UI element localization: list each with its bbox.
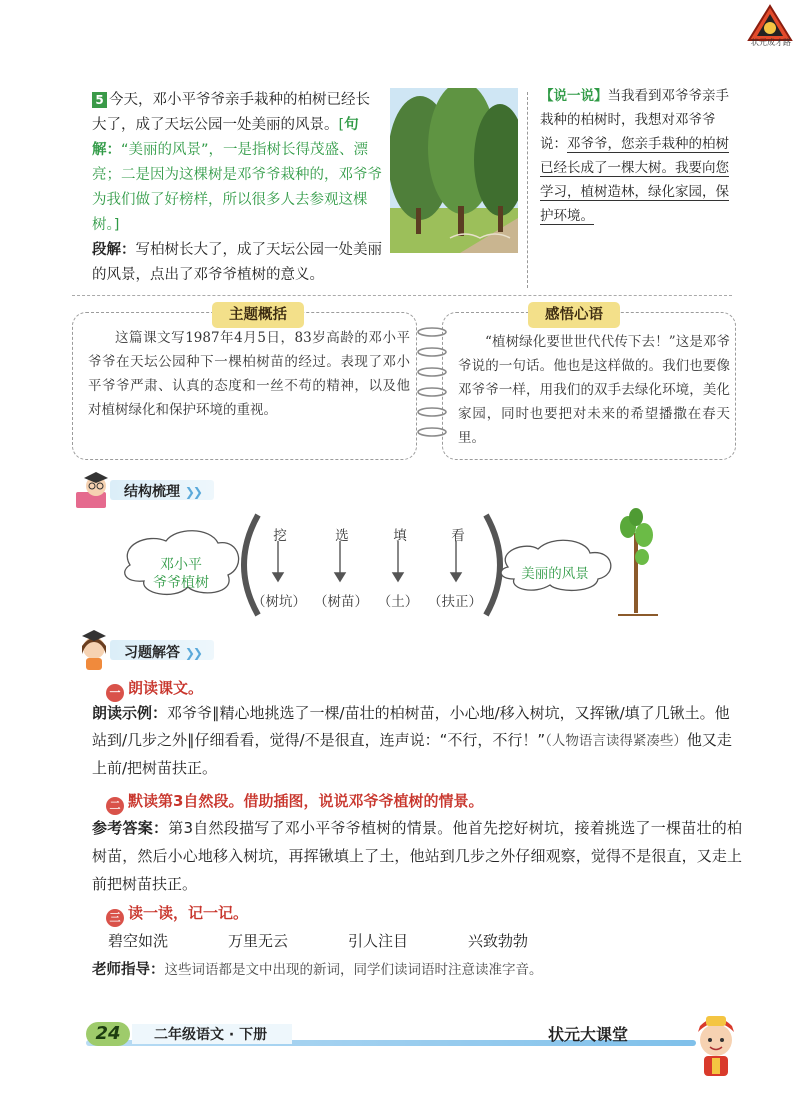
say-one-say-text: 当我看到邓爷爷亲手栽种的柏树时，我想对邓爷爷说： xyxy=(540,88,729,152)
theme-summary-text: 这篇课文写1987年4月5日，83岁高龄的邓小平爷爷在天坛公园种下一棵柏树苗的经过。表现了邓小平爷爷严肃、认真的态度和一丝不苟的精神，以及他对植树绿化和保护环境的重视。 xyxy=(88,330,410,418)
paragraph-text: 今天，邓小平爷爷亲手栽种的柏树已经长大了，成了天坛公园一处美丽的风景。 xyxy=(92,92,370,133)
question-1-text: 朗读课文。 xyxy=(128,679,204,697)
analysis-label: 句解： xyxy=(92,117,359,158)
vocabulary-word: 碧空如洗 xyxy=(108,932,169,950)
question-number-icon: 一 xyxy=(106,684,124,702)
teacher-tip-label: 老师指导： xyxy=(92,962,165,978)
paragraph-analysis-text: 写柏树长大了，成了天坛公园一处美丽的风景，点出了邓爷爷植树的意义。 xyxy=(92,242,382,283)
say-one-say-answer: 邓爷爷，您亲手栽种的柏树已经长成了一棵大树。我要向您学习，植树造林，绿化家园，保护环境。 xyxy=(540,136,729,224)
analysis-close-bracket: ] xyxy=(113,217,120,233)
answer-1-label: 朗读示例： xyxy=(92,704,168,722)
structure-verb: 填 xyxy=(393,528,407,544)
vocabulary-word: 兴致勃勃 xyxy=(468,932,529,950)
structure-verb: 选 xyxy=(335,528,349,544)
analysis-text: “美丽的风景”，一是指树长得茂盛、漂亮；二是因为这棵树是邓爷爷栽种的，邓爷爷为我们做了好榜样，所以很多人去参观这棵树。 xyxy=(92,142,382,233)
question-3-text: 读一读，记一记。 xyxy=(128,904,249,922)
answer-1-text: 邓爷爷∥精心地挑选了一棵/苗壮的柏树苗，小心地/移入树坑，又挥锹/填了几锹土。他站到/几步之外∥仔细看看，觉得/不是很直，连声说：“不行，不行！” xyxy=(92,704,730,749)
structure-right-bubble-text: 美丽的风景 xyxy=(521,566,589,582)
structure-object: （树坑） xyxy=(252,594,306,610)
insight-title: 感悟心语 xyxy=(528,302,620,328)
notebook-rings xyxy=(412,322,452,452)
structure-title: 结构梳理 xyxy=(124,484,180,500)
exercises-title: 习题解答 xyxy=(124,645,180,661)
logo-text: 状元成才路 xyxy=(751,38,791,47)
analysis-open-bracket: [ xyxy=(338,117,345,133)
section-divider xyxy=(72,295,732,296)
question-number-icon: 二 xyxy=(106,797,124,815)
structure-object: （树苗） xyxy=(314,594,368,610)
say-one-say-label: 【说一说】 xyxy=(540,88,608,104)
question-2 xyxy=(106,790,483,815)
answer-2-label: 参考答案： xyxy=(92,819,169,837)
double-chevron-icon: ❯❯ xyxy=(184,646,201,660)
grade-label: 二年级语文 · 下册 xyxy=(132,1024,292,1044)
structure-verb: 看 xyxy=(451,528,465,544)
page-number: 24 xyxy=(86,1022,130,1046)
question-2-text: 默读第3自然段。借助插图，说说邓爷爷植树的情景。 xyxy=(128,792,484,810)
teacher-tip xyxy=(92,957,742,983)
paragraph-analysis xyxy=(92,238,382,288)
structure-left-bubble-text xyxy=(146,556,216,592)
answer-1-note: （人物语言读得紧凑些） xyxy=(545,733,687,749)
vocabulary-word: 万里无云 xyxy=(228,932,289,950)
paragraph-analysis-label: 段解： xyxy=(92,242,136,258)
teacher-tip-text: 这些词语都是文中出现的新词，同学们读词语时注意读准字音。 xyxy=(164,962,543,978)
question-1 xyxy=(106,677,203,702)
question-number-icon: 三 xyxy=(106,909,124,927)
double-chevron-icon: ❯❯ xyxy=(184,485,201,499)
structure-object: （扶正） xyxy=(428,594,482,610)
theme-summary-title: 主题概括 xyxy=(212,302,304,328)
question-3 xyxy=(106,902,248,927)
structure-object: （土） xyxy=(377,594,419,610)
sapling-icon xyxy=(618,508,658,615)
answer-2 xyxy=(92,814,742,898)
paragraph-number: 5 xyxy=(92,92,107,108)
brand-label: 状元大课堂 xyxy=(548,1025,629,1044)
say-one-say xyxy=(540,84,735,228)
left-bubble-line-1: 邓小平 xyxy=(160,557,202,573)
mascot-icon xyxy=(684,1010,748,1080)
vocabulary-list xyxy=(108,930,728,951)
structure-verb: 挖 xyxy=(273,528,287,544)
cypress-tree-photo xyxy=(390,88,518,253)
answer-1 xyxy=(92,700,742,782)
column-divider xyxy=(527,92,528,288)
exercises-header xyxy=(124,642,214,662)
insight-text: “植树绿化要世世代代传下去！”这是邓爷爷说的一句话。他也是这样做的。我们也要像邓爷爷一样，用我们的双手去绿化环境，美化家园，同时也要把对未来的希望播撒在春天里。 xyxy=(458,334,730,446)
left-bubble-line-2: 爷爷植树 xyxy=(153,575,209,591)
vocabulary-word: 引人注目 xyxy=(348,932,409,950)
answer-1-text-2: 他又走上前/把树苗扶正。 xyxy=(92,731,732,777)
answer-2-text: 第3自然段描写了邓小平爷爷植树的情景。他首先挖好树坑，接着挑选了一棵苗壮的柏树苗，然后小心地移入树坑，再挥锹填上了土，他站到几步之外仔细观察，觉得不是很直，又走上前把树苗扶正。 xyxy=(92,819,742,893)
structure-header xyxy=(124,481,214,501)
paragraph-5 xyxy=(92,88,382,238)
